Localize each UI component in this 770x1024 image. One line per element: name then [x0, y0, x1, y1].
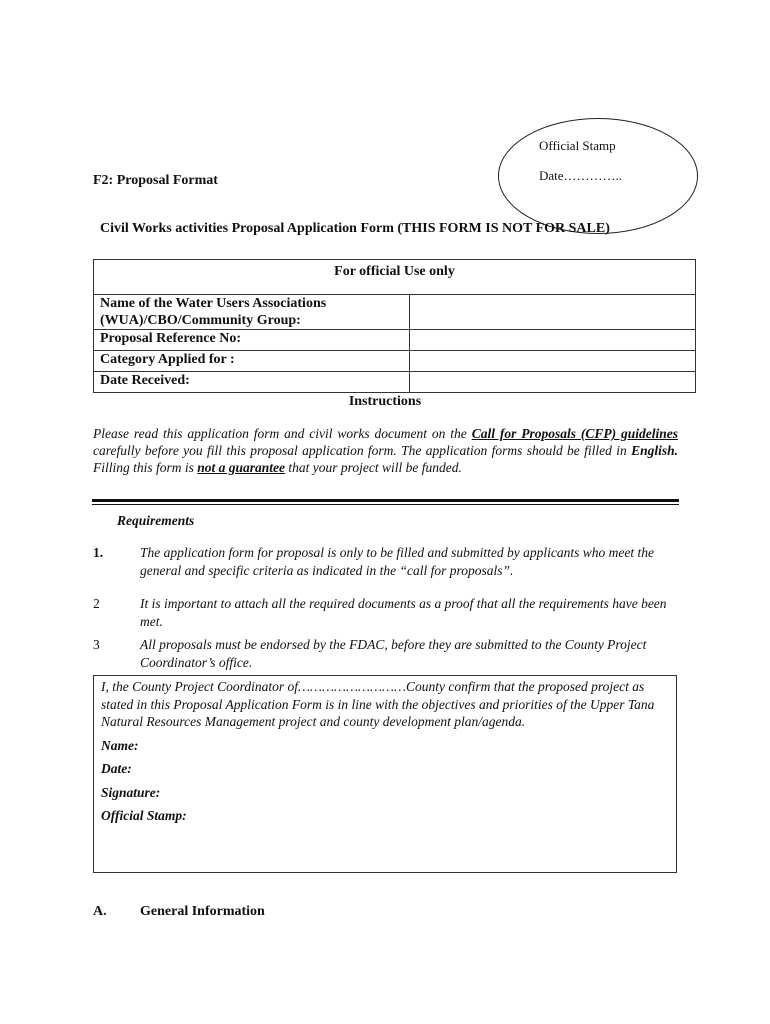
requirement-text: All proposals must be endorsed by the FDAC, before they are submitted to the County Project Coordinator’s office. — [140, 637, 647, 670]
date-field-label: Date: — [101, 761, 132, 776]
instructions-title: Instructions — [348, 394, 422, 409]
divider-thin — [92, 504, 679, 505]
section-a-title: General Information — [140, 904, 265, 919]
official-use-header: For official Use only — [94, 260, 696, 295]
proposal-ref-label: Proposal Reference No: — [94, 330, 410, 351]
instructions-text: Filling this form is — [93, 460, 198, 475]
name-field-label: Name: — [101, 737, 139, 753]
instructions-text: carefully before you fill this proposal application form. The application forms should be filled in — [93, 443, 632, 458]
divider-thick — [92, 499, 679, 502]
proposal-ref-field[interactable] — [410, 330, 696, 351]
table-row — [94, 351, 696, 372]
requirement-number: 2 — [93, 596, 100, 611]
section-a-number: A. — [93, 904, 107, 919]
form-code: F2: Proposal Format — [93, 173, 218, 188]
instructions-paragraph — [93, 425, 678, 476]
not-guarantee-emphasis: not a guarantee — [197, 460, 286, 475]
instructions-text: Please read this application form and civil works document on the — [93, 426, 472, 441]
date-received-field[interactable] — [410, 372, 696, 393]
stamp-label: Official Stamp — [539, 138, 616, 153]
coordinator-certification-box — [93, 675, 677, 873]
requirement-number: 3 — [93, 637, 100, 652]
wua-name-field[interactable] — [410, 295, 696, 330]
requirement-text: The application form for proposal is only to be filled and submitted by applicants who meet the general and specific criteria as indicated in the “call for proposals”. — [140, 545, 654, 578]
table-row — [94, 295, 696, 330]
form-title: Civil Works activities Proposal Application Form (THIS FORM IS NOT FOR SALE) — [100, 221, 610, 236]
stamp-date-label: Date………….. — [539, 168, 623, 183]
table-row — [94, 330, 696, 351]
official-stamp-field-label: Official Stamp: — [101, 808, 187, 823]
category-label: Category Applied for : — [94, 351, 410, 372]
category-field[interactable] — [410, 351, 696, 372]
english-emphasis: English. — [631, 443, 678, 458]
requirement-number: 1. — [93, 545, 104, 560]
requirements-title: Requirements — [117, 513, 195, 528]
cfp-guidelines-link[interactable]: Call for Proposals (CFP) guidelines — [471, 426, 679, 441]
requirement-text: It is important to attach all the required documents as a proof that all the requirements have been met. — [140, 596, 667, 629]
table-row — [94, 372, 696, 393]
instructions-text: that your project will be funded. — [285, 460, 462, 475]
date-received-label: Date Received: — [94, 372, 410, 393]
wua-name-label: Name of the Water Users Associations (WUA)/CBO/Community Group: — [94, 295, 410, 330]
official-use-table — [93, 259, 696, 393]
certification-text: I, the County Project Coordinator of………………………County confirm that the proposed project as stated in this Proposal Application Form is in line with the objectives and priorities of the Upper Tana Natural Resources Management project and county development plan/agenda. — [101, 679, 655, 729]
signature-field-label: Signature: — [101, 784, 161, 800]
